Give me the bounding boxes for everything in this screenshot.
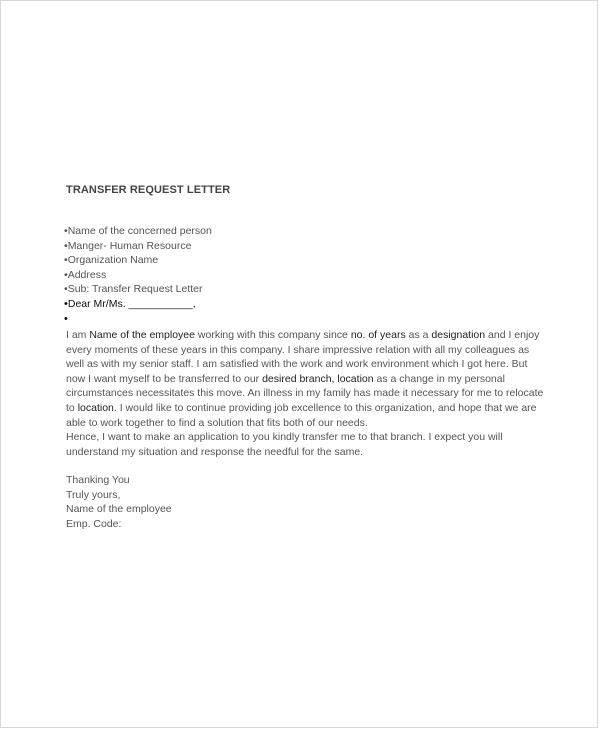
recipient-line-designation bbox=[64, 239, 212, 254]
bullet: • bbox=[64, 268, 68, 281]
salutation: Dear Mr/Ms. ___________, bbox=[67, 297, 196, 310]
recipient-line-organization bbox=[64, 253, 212, 268]
body-text-segment: and I enjoy every moments of these years in this company. I share impressive relation with all my colleagues as well as with my senior staff. I am satisfied with the work and work environment which I got here. But now I want myself to be transferred to our bbox=[66, 329, 540, 385]
body-paragraph-2: Hence, I want to make an application to you kindly transfer me to that branch. I expect you will understand my situation and response the needful for the same. bbox=[66, 431, 503, 458]
closing-name: Name of the employee bbox=[66, 503, 172, 516]
letter-title: TRANSFER REQUEST LETTER bbox=[66, 184, 231, 196]
recipient-organization: Organization Name bbox=[67, 254, 159, 267]
bullet: • bbox=[64, 312, 68, 325]
recipient-line-name bbox=[64, 224, 212, 239]
recipient-line-subject bbox=[64, 282, 212, 297]
letter-subject: Sub: Transfer Request Letter bbox=[67, 283, 203, 296]
body-text-segment: . I would like to continue providing job excellence to this organization, and hope that we are able to work together to find a solution that fits both of our needs. bbox=[66, 401, 537, 429]
body-text-segment: working with this company since bbox=[195, 329, 351, 341]
body-paragraph-1 bbox=[66, 328, 546, 430]
bullet: • bbox=[64, 254, 68, 267]
bullet: • bbox=[64, 283, 68, 296]
salutation-line bbox=[64, 297, 212, 312]
recipient-block bbox=[64, 224, 212, 326]
designation-placeholder: designation bbox=[431, 329, 486, 341]
recipient-designation: Manger- Human Resource bbox=[67, 239, 192, 252]
closing-thanks: Thanking You bbox=[66, 474, 130, 486]
bullet: • bbox=[64, 225, 68, 237]
bullet: • bbox=[64, 239, 68, 252]
recipient-line-address bbox=[64, 268, 212, 283]
bullet: • bbox=[64, 297, 68, 310]
closing-emp-code: Emp. Code: bbox=[66, 517, 122, 530]
body-text-segment: as a change in my personal circumstances necessitates this move. An illness in my family has made it necessary for me to relocate to bbox=[66, 372, 544, 414]
employee-name-placeholder: Name of the employee bbox=[89, 329, 195, 341]
closing-block bbox=[66, 473, 172, 531]
years-placeholder: no. of years bbox=[350, 329, 406, 341]
letter-body bbox=[66, 328, 546, 459]
empty-bullet-line bbox=[64, 312, 212, 327]
body-text-segment: as a bbox=[405, 329, 432, 341]
recipient-name: Name of the concerned person bbox=[67, 225, 212, 237]
recipient-address: Address bbox=[67, 268, 107, 281]
body-text-segment: I am bbox=[66, 329, 90, 341]
location-placeholder: location bbox=[77, 401, 114, 414]
branch-placeholder: desired branch, location bbox=[262, 372, 374, 385]
closing-sign-off: Truly yours, bbox=[66, 488, 121, 501]
